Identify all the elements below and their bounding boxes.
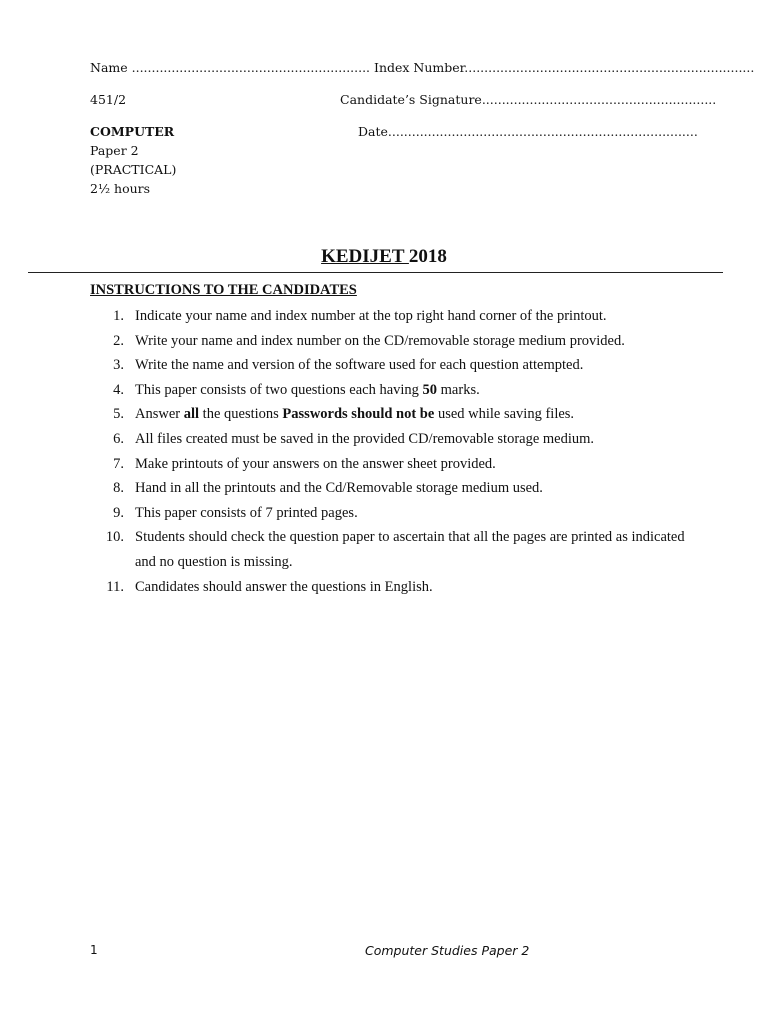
instruction-item [90, 501, 690, 526]
signature-label: Candidate’s Signature [340, 92, 482, 107]
instructions-list [90, 304, 690, 599]
instruction-item [90, 378, 690, 403]
name-label: Name [90, 60, 128, 75]
instruction-text [135, 525, 690, 574]
instruction-fragment: marks. [437, 381, 480, 398]
instruction-fragment: This paper consists of 7 printed pages. [135, 504, 358, 521]
signature-line [340, 92, 716, 107]
instruction-item [90, 353, 690, 378]
title-underlined: KEDIJET [321, 246, 409, 267]
title-year: 2018 [408, 246, 447, 267]
instruction-number: 6. [113, 430, 124, 447]
instruction-item [90, 525, 690, 574]
instruction-text [135, 501, 690, 526]
instruction-text [135, 329, 690, 354]
name-dots: ............................................................ [131, 60, 371, 75]
instruction-text [135, 402, 690, 427]
instructions-heading: INSTRUCTIONS TO THE CANDIDATES [90, 282, 357, 298]
paper-code: 451/2 [90, 92, 127, 107]
instruction-fragment: Answer [135, 406, 184, 423]
instruction-emphasis: all [183, 406, 200, 423]
page-title [0, 246, 768, 268]
instruction-item [90, 452, 690, 477]
instruction-number: 2. [113, 332, 124, 349]
index-number-dots: ......................................................................... [464, 60, 755, 75]
instruction-item [90, 575, 690, 600]
instruction-number: 7. [113, 455, 124, 472]
instruction-number: 4. [113, 381, 124, 398]
instruction-number: 10. [105, 529, 124, 546]
instruction-fragment: used while saving files. [434, 406, 575, 423]
instruction-fragment: This paper consists of two questions each having [135, 381, 423, 398]
instruction-number: 9. [113, 504, 124, 521]
instruction-fragment: Indicate your name and index number at the top right hand corner of the printout. [135, 308, 607, 324]
instruction-emphasis: Passwords should not be [282, 406, 435, 423]
instruction-fragment: Hand in all the printouts and the Cd/Removable storage medium used. [135, 480, 543, 497]
footer-running-title: Computer Studies Paper 2 [365, 943, 530, 958]
instruction-fragment: Make printouts of your answers on the answer sheet provided. [135, 455, 496, 472]
instruction-number: 11. [106, 578, 124, 595]
instruction-fragment: Candidates should answer the questions in English. [135, 578, 433, 595]
instruction-item [90, 476, 690, 501]
instruction-fragment: Write your name and index number on the CD/removable storage medium provided. [135, 332, 625, 349]
instruction-number: 5. [113, 406, 124, 423]
subject: COMPUTER [90, 124, 175, 139]
instruction-fragment: All files created must be saved in the provided CD/removable storage medium. [135, 430, 595, 447]
instruction-text [135, 575, 690, 600]
instruction-number: 1. [113, 308, 124, 324]
index-number-label: Index Number [374, 60, 465, 75]
instruction-text [135, 452, 690, 477]
duration: 2½ hours [90, 181, 151, 196]
date-line [358, 124, 698, 139]
instruction-item [90, 304, 690, 329]
instruction-item [90, 329, 690, 354]
instruction-item [90, 427, 690, 452]
instruction-text [135, 476, 690, 501]
instruction-text [135, 353, 690, 378]
paper-type: (PRACTICAL) [90, 162, 177, 177]
instruction-fragment: the questions [199, 406, 283, 423]
footer-page-number: 1 [90, 943, 98, 957]
signature-dots: ........................................................... [481, 92, 717, 107]
instruction-emphasis: 50 [422, 381, 438, 398]
instruction-number: 3. [113, 357, 124, 374]
date-label: Date [358, 124, 388, 139]
instruction-fragment: Write the name and version of the software used for each question attempted. [135, 357, 584, 374]
paper-number: Paper 2 [90, 143, 139, 158]
instruction-text [135, 304, 690, 329]
instruction-text [135, 427, 690, 452]
name-line [90, 60, 754, 75]
instruction-fragment: Students should check the question paper to ascertain that all the pages are printed as indicated and no question is missing. [135, 529, 685, 570]
instruction-text [135, 378, 690, 403]
instruction-number: 8. [113, 480, 124, 497]
title-rule [28, 272, 723, 273]
date-dots: .............................................................................. [387, 124, 698, 139]
instruction-item [90, 402, 690, 427]
